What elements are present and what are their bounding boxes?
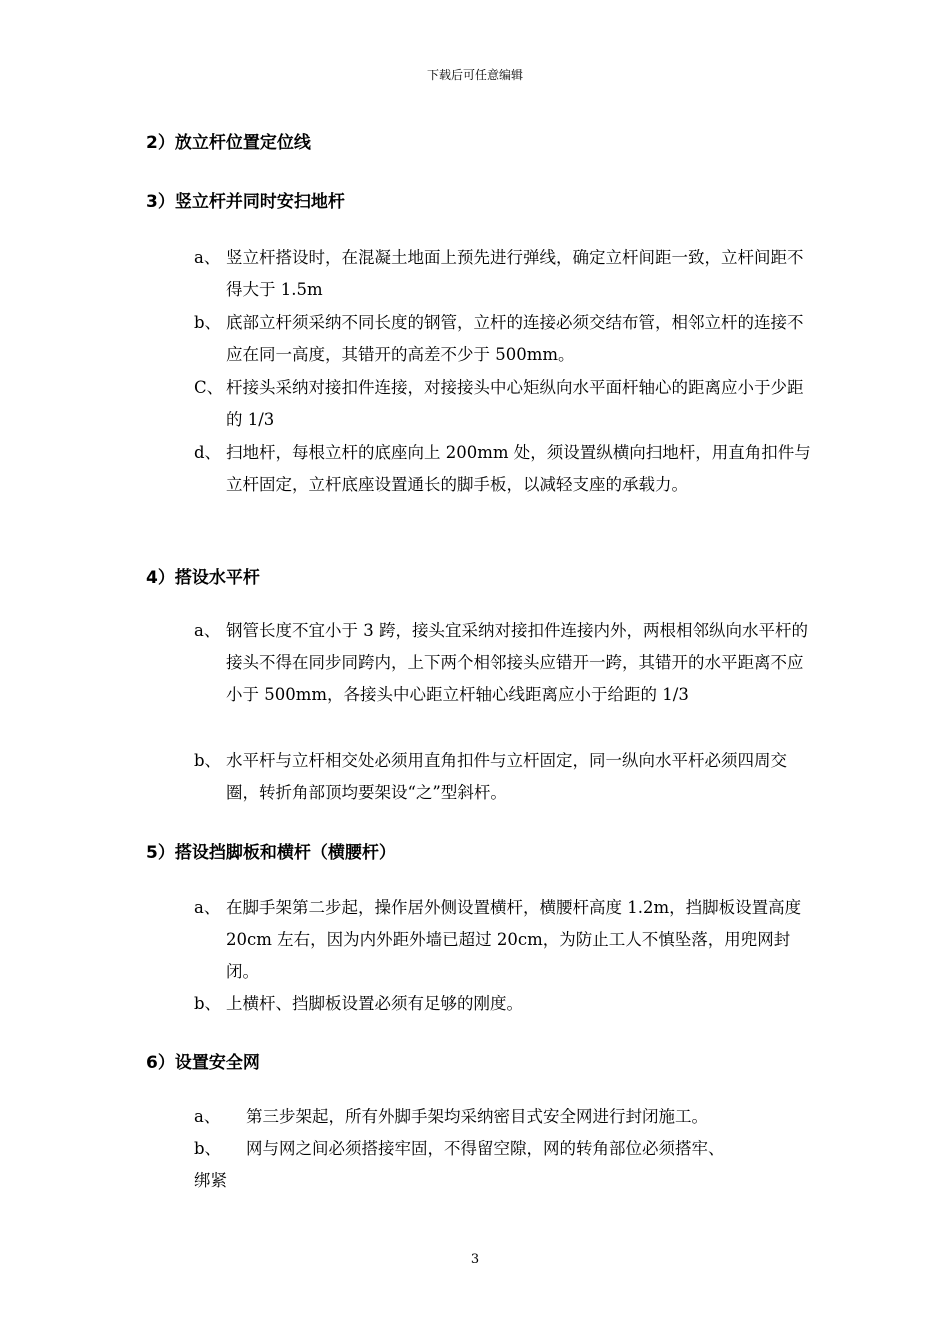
list-item [194, 892, 819, 988]
list-marker: a、 [194, 248, 221, 267]
list-marker: b、 [194, 1139, 222, 1158]
section-heading: 2）放立杆位置定位线 [146, 133, 311, 153]
list-item [194, 372, 819, 436]
list-item-text: 杆接头采纳对接扣件连接，对接接头中心矩纵向水平面杆轴心的距离应小于少距的 1/3 [226, 378, 804, 429]
list-marker: a、 [194, 898, 221, 917]
list-item [194, 437, 819, 501]
list-item-text: 水平杆与立杆相交处必须用直角扣件与立杆固定，同一纵向水平杆必须四周交圈，转折角部顶均要架设“之”型斜杆。 [226, 751, 787, 802]
list-marker: b、 [194, 313, 222, 332]
list-marker: d、 [194, 443, 222, 462]
section-heading: 4）搭设水平杆 [146, 568, 260, 588]
list-item [194, 242, 819, 306]
list-item-text: 网与网之间必须搭接牢固，不得留空隙，网的转角部位必须搭牢、 [246, 1139, 725, 1158]
list-item-text: 钢管长度不宜小于 3 跨，接头宜采纳对接扣件连接内外，两根相邻纵向水平杆的接头不得在同步同跨内，上下两个相邻接头应错开一跨，其错开的水平距离不应小于 500mm，各接头中心距立杆轴心线距离应小于给距的 1/3 [226, 621, 808, 704]
list-item [194, 745, 819, 809]
page-header: 下载后可任意编辑 [426, 68, 523, 82]
list-item-text-continuation: 绑紧 [194, 1171, 227, 1190]
list-item-text: 第三步架起，所有外脚手架均采纳密目式安全网进行封闭施工。 [246, 1107, 708, 1126]
list-item-text: 竖立杆搭设时，在混凝土地面上预先进行弹线，确定立杆间距一致，立杆间距不得大于 1.5m [226, 248, 804, 299]
list-item-text: 上横杆、挡脚板设置必须有足够的刚度。 [226, 994, 523, 1013]
list-item [194, 615, 819, 711]
list-item-text: 扫地杆，每根立杆的底座向上 200mm 处，须设置纵横向扫地杆，用直角扣件与立杆固定，立杆底座设置通长的脚手板，以减轻支座的承载力。 [226, 443, 811, 494]
section-heading: 3）竖立杆并同时安扫地杆 [146, 192, 345, 212]
list-marker: b、 [194, 994, 222, 1013]
list-marker: a、 [194, 621, 221, 640]
section-heading: 5）搭设挡脚板和横杆（横腰杆） [146, 843, 396, 863]
list-item [194, 307, 819, 371]
list-marker: C、 [194, 378, 224, 397]
list-item [194, 988, 819, 1020]
list-marker: b、 [194, 751, 222, 770]
list-item-text: 在脚手架第二步起，操作居外侧设置横杆，横腰杆高度 1.2m，挡脚板设置高度 20cm 左右，因为内外距外墙已超过 20cm，为防止工人不慎坠落，用兜网封闭。 [226, 898, 802, 981]
list-marker: a、 [194, 1107, 221, 1126]
list-item-text: 底部立杆须采纳不同长度的钢管，立杆的连接必须交结布管，相邻立杆的连接不应在同一高度，其错开的高差不少于 500mm。 [226, 313, 804, 364]
page-number: 3 [470, 1252, 480, 1267]
list-item [194, 1101, 819, 1133]
list-item [194, 1133, 819, 1197]
section-heading: 6）设置安全网 [146, 1053, 260, 1073]
